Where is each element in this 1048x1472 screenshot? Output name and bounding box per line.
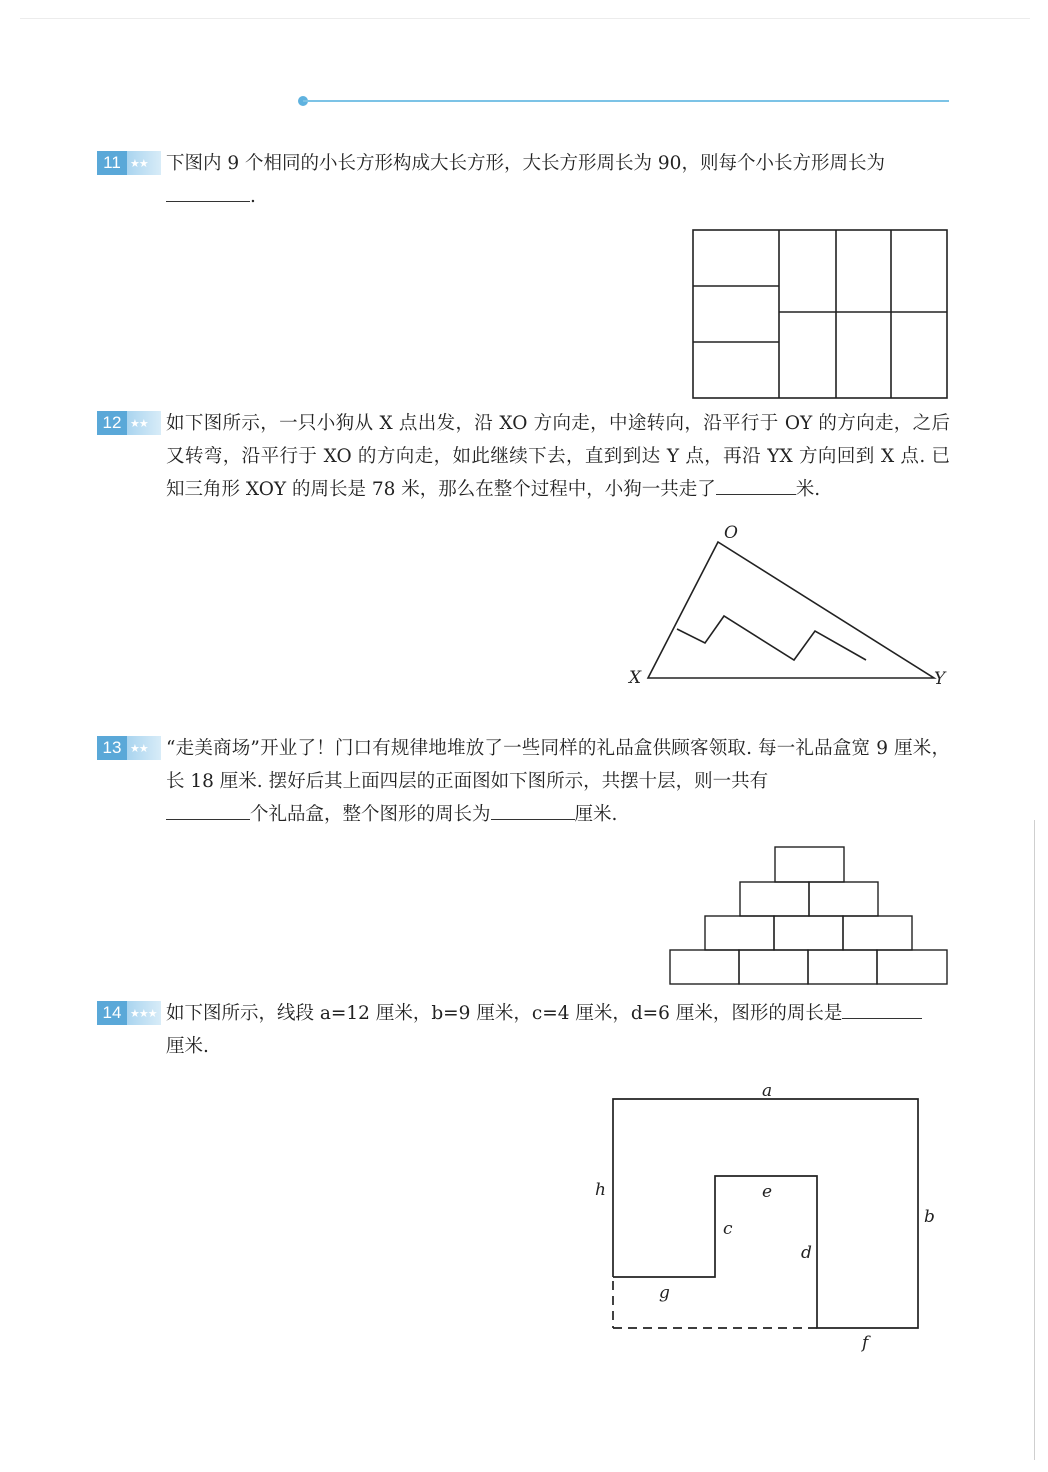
problem-13-badge [97, 736, 161, 760]
header-rule [303, 100, 949, 102]
difficulty-stars-icon: ★★★ [127, 1001, 161, 1025]
segment-f-label: f [862, 1333, 869, 1353]
answer-blank-perimeter[interactable] [491, 799, 575, 820]
stepped-figure-diagram [588, 1080, 948, 1354]
problem-text: “走美商场”开业了！门口有规律地堆放了一些同样的礼品盒供顾客领取. 每一礼品盒宽 9 厘米，长 18 厘米. 摆好后其上面四层的正面图如下图所示，共摆十层，则一共有 [166, 738, 950, 792]
segment-g-label: g [659, 1283, 670, 1303]
problem-text: 如下图所示，线段 a=12 厘米，b=9 厘米，c=4 厘米，d=6 厘米，图形的周长是 [166, 1003, 843, 1024]
answer-blank[interactable] [716, 474, 796, 495]
point-y-label: Y [934, 669, 946, 689]
problem-text: 下图内 9 个相同的小长方形构成大长方形，大长方形周长为 90，则每个小长方形周长为 [166, 153, 885, 174]
problem-number: 14 [97, 1001, 127, 1025]
segment-b-label: b [924, 1207, 935, 1227]
problem-13-text: “走美商场”开业了！门口有规律地堆放了一些同样的礼品盒供顾客领取. 每一礼品盒宽 9 厘米，长 18 厘米. 摆好后其上面四层的正面图如下图所示，共摆十层，则一共有 个礼品盒，整个图形的周长为 厘米. [166, 738, 950, 825]
gift-box-stack-diagram [666, 844, 952, 990]
difficulty-stars-icon: ★★ [127, 411, 161, 435]
page-top-edge [20, 18, 1030, 19]
problem-text: 如下图所示，一只小狗从 X 点出发，沿 XO 方向走，中途转向，沿平行于 OY 的方向走，之后又转弯，沿平行于 XO 的方向走，如此继续下去，直到到达 Y 点，再沿 YX 方向回到 X 点. 已知三角形 XOY 的周长是 78 米，那么在整个过程中，小狗一共走了 [166, 413, 950, 500]
segment-d-label: d [801, 1243, 812, 1263]
answer-blank-count[interactable] [166, 799, 250, 820]
problem-11-text: 下图内 9 个相同的小长方形构成大长方形，大长方形周长为 90，则每个小长方形周长为 . [166, 153, 885, 207]
problem-number: 11 [97, 151, 127, 175]
segment-e-label: e [762, 1182, 773, 1202]
point-o-label: O [724, 523, 738, 543]
problem-11-badge [97, 151, 161, 175]
difficulty-stars-icon: ★★ [127, 151, 161, 175]
difficulty-stars-icon: ★★ [127, 736, 161, 760]
problem-14-badge [97, 1001, 161, 1025]
problem-14-text: 如下图所示，线段 a=12 厘米，b=9 厘米，c=4 厘米，d=6 厘米，图形的周长是 厘米. [166, 997, 950, 1063]
problem-12-text: 如下图所示，一只小狗从 X 点出发，沿 XO 方向走，中途转向，沿平行于 OY 的方向走，之后又转弯，沿平行于 XO 的方向走，如此继续下去，直到到达 Y 点，再沿 YX 方向回到 X 点. 已知三角形 XOY 的周长是 78 米，那么在整个过程中，小狗一共走了 米. [166, 413, 950, 500]
page-right-edge [1034, 820, 1035, 1460]
problem-number: 12 [97, 411, 127, 435]
segment-h-label: h [595, 1180, 606, 1200]
segment-c-label: c [723, 1219, 733, 1239]
problem-number: 13 [97, 736, 127, 760]
answer-blank[interactable] [166, 181, 250, 202]
problem-12-badge [97, 411, 161, 435]
rectangles-diagram [690, 226, 952, 402]
point-x-label: X [629, 668, 642, 688]
answer-blank[interactable] [842, 998, 922, 1019]
triangle-path-diagram [622, 516, 952, 694]
segment-a-label: a [762, 1081, 773, 1101]
